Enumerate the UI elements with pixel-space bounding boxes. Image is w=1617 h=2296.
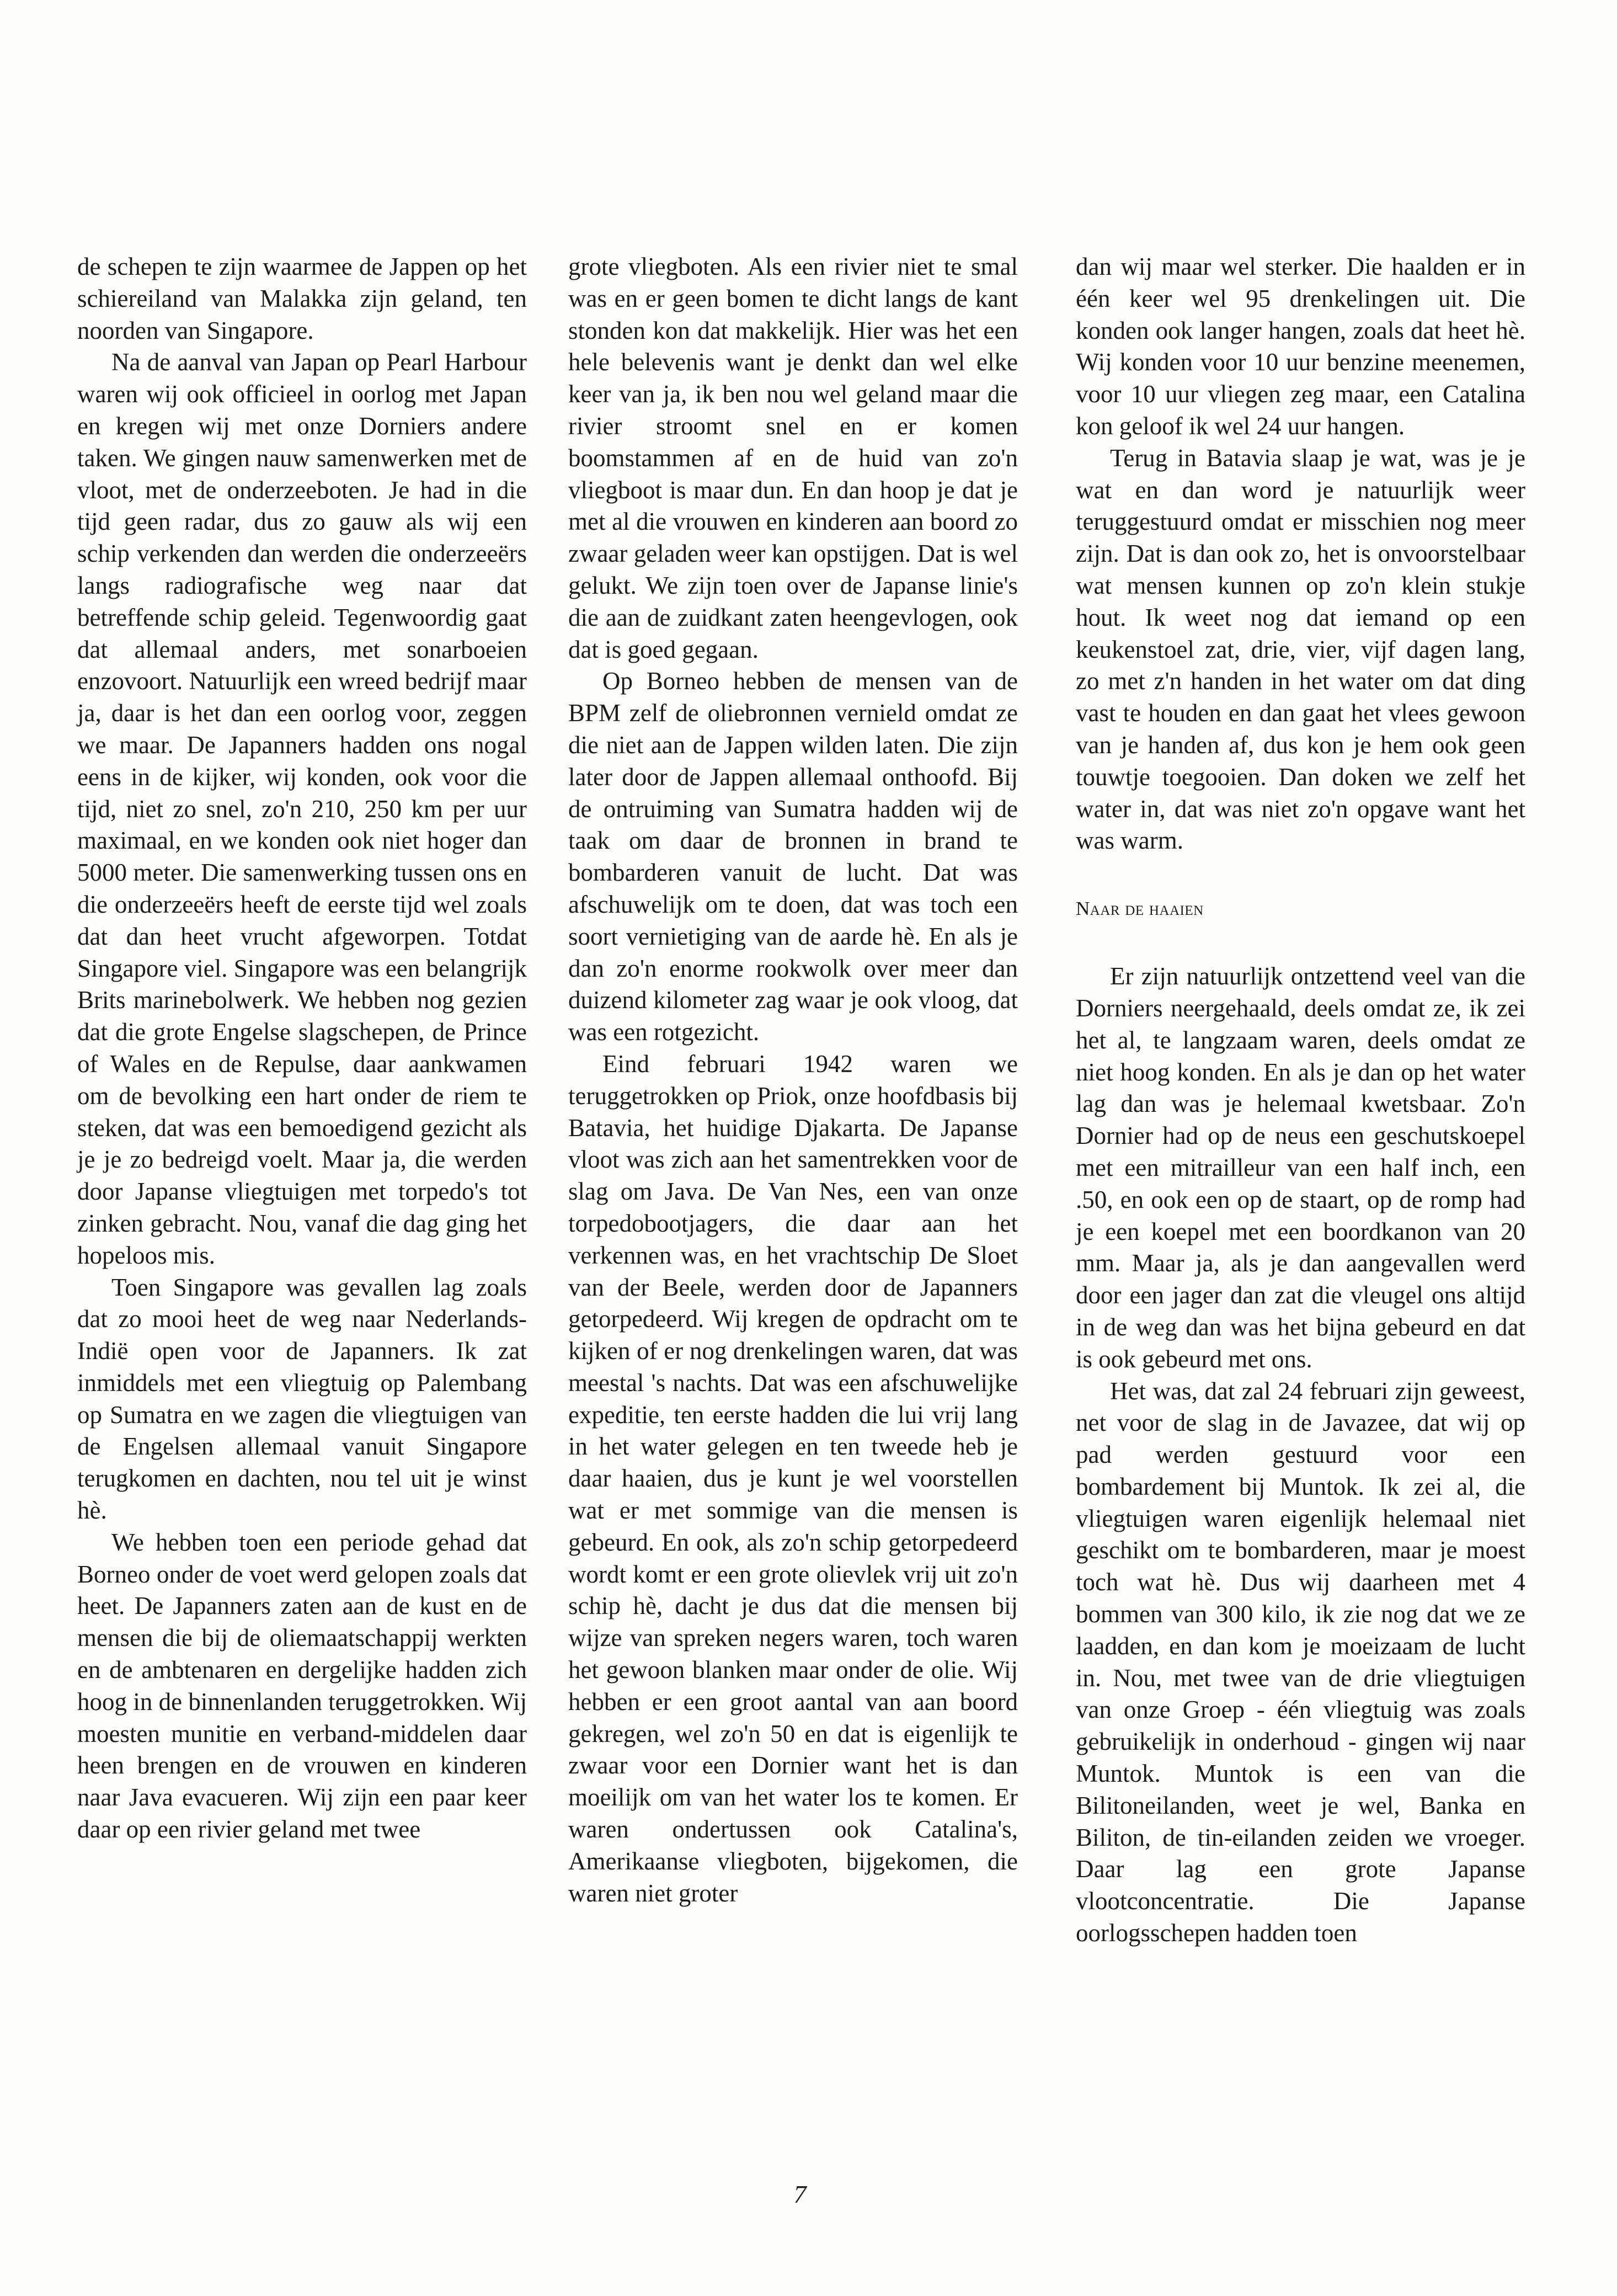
paragraph: Op Borneo hebben de mensen van de BPM zelf de oliebronnen vernield omdat ze die niet aan de Jappen wilden laten. Die zijn later door de Jappen allemaal onthoofd. Bij de ontruiming van Sumatra hadden wij de taak om daar de bronnen in brand te bombarderen vanuit de lucht. Dat was afschuwelijk om te doen, dat was toch een soort vernietiging van de aarde hè. En als je dan zo'n enorme rookwolk over meer dan duizend kilometer zag waar je ook vloog, dat was een rotgezicht. <box>568 667 1018 1046</box>
text-column-left <box>77 251 527 1846</box>
paragraph: Na de aanval van Japan op Pearl Harbour waren wij ook officieel in oorlog met Japan en kregen wij met onze Dorniers andere taken. We gingen nauw samenwerken met de vloot, met de onderzeeboten. Je had in die tijd geen radar, dus zo gauw als wij een schip verkenden dan werden die onderzeeërs langs radiografische weg naar dat betreffende schip geleid. Tegenwoordig gaat dat allemaal anders, met sonarboeien enzovoort. Natuurlijk een wreed bedrijf maar ja, daar is het dan een oorlog voor, zeggen we maar. De Japanners hadden ons nogal eens in de kijker, wij konden, ook voor die tijd, niet zo snel, zo'n 210, 250 km per uur maximaal, en we konden ook niet hoger dan 5000 meter. Die samenwerking tussen ons en die onderzeeërs heeft de eerste tijd wel zoals dat dan heet vrucht afgeworpen. Totdat Singapore viel. Singapore was een belangrijk Brits marinebolwerk. We hebben nog gezien dat die grote Engelse slagschepen, de Prince of Wales en de Repulse, daar aankwamen om de bevolking een hart onder de riem te steken, dat was een bemoedigend gezicht als je je zo bedreigd voelt. Maar ja, die werden door Japanse vliegtuigen met torpedo's tot zinken gebracht. Nou, vanaf die dag ging het hopeloos mis. <box>77 348 527 1269</box>
page-number: 7 <box>793 2180 807 2208</box>
paragraph: Toen Singapore was gevallen lag zoals dat zo mooi heet de weg naar Nederlands-Indië open voor de Japanners. Ik zat inmiddels met een vliegtuig op Palembang op Sumatra en we zagen die vliegtuigen van de Engelsen allemaal vanuit Singapore terugkomen en dachten, nou tel uit je winst hè. <box>77 1273 527 1525</box>
paragraph: Er zijn natuurlijk ontzettend veel van die Dorniers neergehaald, deels omdat ze, ik zei het al, te langzaam waren, deels omdat ze niet hoog konden. En als je dan op het water lag dan was je helemaal kwetsbaar. Zo'n Dornier had op de neus een geschutskoepel met een mitrailleur van een half inch, een .50, en ook een op de staart, op de romp had je een koepel met een boordkanon van 20 mm. Maar ja, als je dan aangevallen werd door een jager dan zat die vleugel ons altijd in de weg dan was het bijna gebeurd en dat is ook gebeurd met ons. <box>1076 962 1525 1373</box>
text-column-middle <box>568 251 1018 1909</box>
paragraph: We hebben toen een periode gehad dat Borneo onder de voet werd gelopen zoals dat heet. De Japanners zaten aan de kust en de mensen die bij de oliemaatschappij werkten en de ambtenaren en dergelijke hadden zich hoog in de binnenlanden teruggetrokken. Wij moesten munitie en verband-middelen daar heen brengen en de vrouwen en kinderen naar Java evacueren. Wij zijn een paar keer daar op een rivier geland met twee <box>77 1528 527 1844</box>
section-heading: Naar de haaien <box>1076 898 1204 920</box>
paragraph: grote vliegboten. Als een rivier niet te smal was en er geen bomen te dicht langs de kant stonden kon dat makkelijk. Hier was het een hele belevenis want je denkt dan wel elke keer van ja, ik ben nou wel geland maar die rivier stroomt snel en er komen boomstammen af en de huid van zo'n vliegboot is maar dun. En dan hoop je dat je met al die vrouwen en kinderen aan boord zo zwaar geladen weer kan opstijgen. Dat is wel gelukt. We zijn toen over de Japanse linie's die aan de zuidkant zaten heengevlogen, ook dat is goed gegaan. <box>568 253 1018 663</box>
text-column-right <box>1076 251 1525 1949</box>
paragraph: dan wij maar wel sterker. Die haalden er in één keer wel 95 drenkelingen uit. Die konden ook langer hangen, zoals dat heet hè. Wij konden voor 10 uur benzine meenemen, voor 10 uur vliegen zeg maar, een Catalina kon geloof ik wel 24 uur hangen. <box>1076 253 1525 440</box>
paragraph: de schepen te zijn waarmee de Jappen op het schiereiland van Malakka zijn geland, ten noorden van Singapore. <box>77 253 527 344</box>
paragraph: Het was, dat zal 24 februari zijn geweest, net voor de slag in de Javazee, dat wij op pad werden gestuurd voor een bombardement bij Muntok. Ik zei al, die vliegtuigen waren eigenlijk helemaal niet geschikt om te bombarderen, maar je moest toch wat hè. Dus wij daarheen met 4 bommen van 300 kilo, ik zie nog dat we ze laadden, en dan kom je moeizaam de lucht in. Nou, met twee van de drie vliegtuigen van onze Groep - één vliegtuig was zoals gebruikelijk in onderhoud - gingen wij naar Muntok. Muntok is een van die Bilitoneilanden, weet je wel, Banka en Biliton, de tin-eilanden zeiden we vroeger. Daar lag een grote Japanse vlootconcentratie. Die Japanse oorlogsschepen hadden toen <box>1076 1377 1525 1947</box>
paragraph: Terug in Batavia slaap je wat, was je je wat en dan word je natuurlijk weer teruggestuurd omdat er misschien nog meer zijn. Dat is dan ook zo, het is onvoorstelbaar wat mensen kunnen op zo'n klein stukje hout. Ik weet nog dat iemand op een keukenstoel zat, drie, vier, vijf dagen lang, zo met z'n handen in het water om dat ding vast te houden en dan gaat het vlees gewoon van je handen af, dus kon je hem ook geen touwtje toegooien. Dan doken we zelf het water in, dat was niet zo'n opgave want het was warm. <box>1076 444 1525 855</box>
paragraph: Eind februari 1942 waren we teruggetrokken op Priok, onze hoofdbasis bij Batavia, het huidige Djakarta. De Japanse vloot was zich aan het samentrekken voor de slag om Java. De Van Nes, een van onze torpedobootjagers, die daar aan het verkennen was, en het vrachtschip De Sloet van der Beele, werden door de Japanners getorpedeerd. Wij kregen de opdracht om te kijken of er nog drenkelingen waren, dat was meestal 's nachts. Dat was een afschuwelijke expeditie, ten eerste hadden die lui vrij lang in het water gelegen en ten tweede heb je daar haaien, dus je kunt je wel voorstellen wat er met sommige van die mensen is gebeurd. En ook, als zo'n schip getorpedeerd wordt komt er een grote olievlek vrij uit zo'n schip hè, dacht je dus dat die mensen bij wijze van spreken negers waren, toch waren het gewoon blanken maar onder de olie. Wij hebben er een groot aantal van aan boord gekregen, wel zo'n 50 en dat is eigenlijk te zwaar voor een Dornier want het is dan moeilijk om van het water los te komen. Er waren ondertussen ook Catalina's, Amerikaanse vliegboten, bijgekomen, die waren niet groter <box>568 1050 1018 1907</box>
